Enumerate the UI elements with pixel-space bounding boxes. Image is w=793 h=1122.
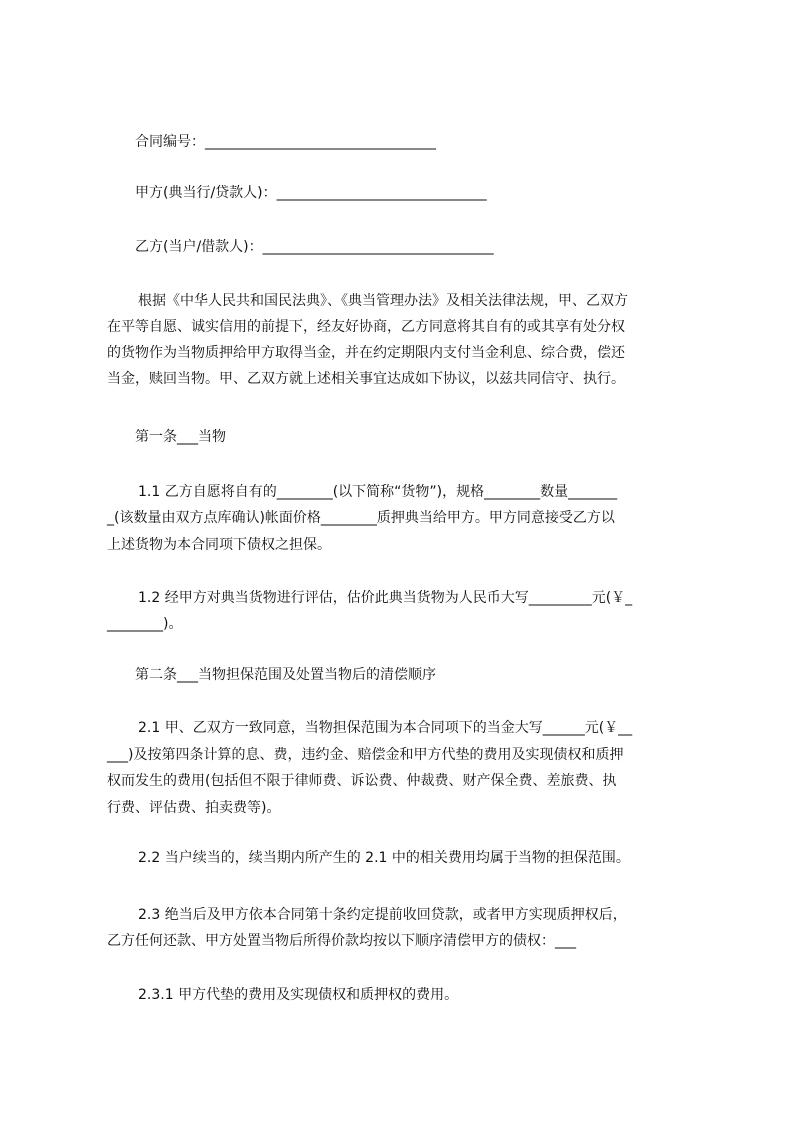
party-a-field: 甲方(典当行/贷款人)：______________________________ <box>135 185 487 201</box>
article-1-title: 第一条___当物 <box>135 429 226 445</box>
clause-1-2-line: 1.2 经甲方对典当货物进行评估，估价此典当货物为人民币大写_________元(￥_ <box>138 590 633 606</box>
clause-1-2-line: ________)。 <box>107 616 183 632</box>
clause-2-1-line: ___)及按第四条计算的息、费，违约金、赔偿金和甲方代垫的费用及实现债权和质押 <box>107 747 624 763</box>
clause-1-1-line: 上述货物为本合同项下债权之担保。 <box>107 537 331 553</box>
preamble-line: 的货物作为当物质押给甲方取得当金，并在约定期限内支付当金利息、综合费，偿还 <box>107 345 625 361</box>
clause-1-1-line: _(该数量由双方点库确认)帐面价格________质押典当给甲方。甲方同意接受乙方以 <box>107 510 615 526</box>
clause-2-3-line: 乙方任何还款、甲方处置当物后所得价款均按以下顺序清偿甲方的债权：___ <box>107 933 576 949</box>
preamble-line: 当金，赎回当物。甲、乙双方就上述相关事宜达成如下协议，以兹共同信守、执行。 <box>107 371 625 387</box>
clause-1-1-line: 1.1 乙方自愿将自有的________(以下简称“货物”)，规格________数量_______ <box>138 484 618 500</box>
clause-2-3-line: 2.3 绝当后及甲方依本合同第十条约定提前收回贷款，或者甲方实现质押权后， <box>138 907 627 923</box>
preamble-line: 在平等自愿、诚实信用的前提下，经友好协商，乙方同意将其自有的或其享有处分权 <box>107 319 625 335</box>
contract-number-field: 合同编号：_________________________________ <box>135 134 436 150</box>
preamble-line: 根据《中华人民共和国民法典》、《典当管理办法》及相关法律法规，甲、乙双方 <box>138 293 628 309</box>
clause-2-1-line: 2.1 甲、乙双方一致同意，当物担保范围为本合同项下的当金大写______元(￥__ <box>138 720 633 736</box>
clause-2-1-line: 权而发生的费用(包括但不限于律师费、诉讼费、仲裁费、财产保全费、差旅费、执 <box>107 773 617 789</box>
clause-2-1-line: 行费、评估费、拍卖费等)。 <box>107 800 281 816</box>
party-b-field: 乙方(当户/借款人)：_________________________________ <box>135 239 494 255</box>
clause-2-2: 2.2 当户续当的，续当期内所产生的 2.1 中的相关费用均属于当物的担保范围。 <box>138 850 630 866</box>
clause-2-3-1: 2.3.1 甲方代垫的费用及实现债权和质押权的费用。 <box>138 987 459 1003</box>
article-2-title: 第二条___当物担保范围及处置当物后的清偿顺序 <box>135 667 436 683</box>
